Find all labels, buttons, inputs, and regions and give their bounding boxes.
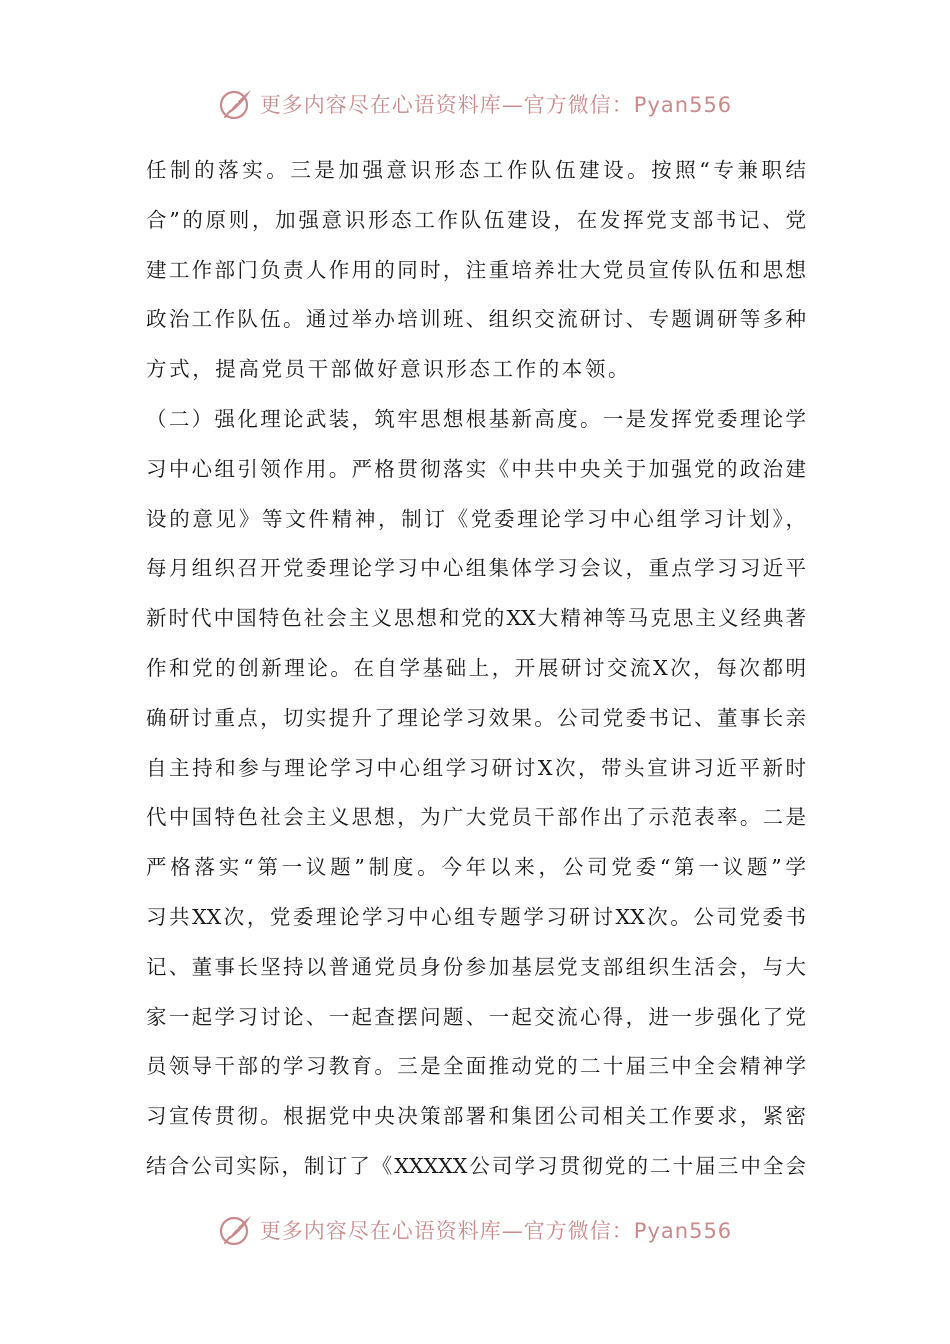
body-line: 结合公司实际，制订了《XXXXX公司学习贯彻党的二十届三中全会 bbox=[146, 1153, 806, 1178]
body-line: 合”的原则，加强意识形态工作队伍建设，在发挥党支部书记、党 bbox=[146, 207, 806, 232]
header-banner bbox=[0, 82, 950, 126]
body-line: 习中心组引领作用。严格贯彻落实《中共中央关于加强党的政治建 bbox=[146, 456, 806, 481]
body-line: 设的意见》等文件精神，制订《党委理论学习中心组学习计划》， bbox=[146, 506, 806, 531]
body-line: 自主持和参与理论学习中心组学习研讨X次，带头宣讲习近平新时 bbox=[146, 755, 806, 780]
body-line: 严格落实“第一议题”制度。今年以来，公司党委“第一议题”学 bbox=[146, 855, 806, 880]
body-line: 每月组织召开党委理论学习中心组集体学习会议，重点学习习近平 bbox=[146, 556, 806, 581]
body-line: 新时代中国特色社会主义思想和党的XX大精神等马克思主义经典著 bbox=[146, 606, 806, 631]
banner-text: 更多内容尽在心语资料库—官方微信：Pyan556 bbox=[259, 1219, 733, 1243]
body-line: 习共XX次，党委理论学习中心组专题学习研讨XX次。公司党委书 bbox=[146, 904, 806, 929]
footer-banner bbox=[0, 1208, 950, 1252]
body-line: 习宣传贯彻。根据党中央决策部署和集团公司相关工作要求，紧密 bbox=[146, 1104, 806, 1129]
body-line: 代中国特色社会主义思想，为广大党员干部作出了示范表率。二是 bbox=[146, 805, 806, 830]
body-line: 家一起学习讨论、一起查摆问题、一起交流心得，进一步强化了党 bbox=[146, 1004, 806, 1029]
body-line: 确研讨重点，切实提升了理论学习效果。公司党委书记、董事长亲 bbox=[146, 705, 806, 730]
body-line: 记、董事长坚持以普通党员身份参加基层党支部组织生活会，与大 bbox=[146, 954, 806, 979]
body-line: 作和党的创新理论。在自学基础上，开展研讨交流X次，每次都明 bbox=[146, 655, 806, 680]
body-line: 政治工作队伍。通过举办培训班、组织交流研讨、专题调研等多种 bbox=[146, 307, 806, 332]
quill-logo-icon bbox=[218, 86, 254, 122]
body-line: 方式，提高党员干部做好意识形态工作的本领。 bbox=[146, 357, 632, 382]
banner-text: 更多内容尽在心语资料库—官方微信：Pyan556 bbox=[259, 93, 733, 117]
quill-logo-icon bbox=[218, 1212, 254, 1248]
body-line: 员领导干部的学习教育。三是全面推动党的二十届三中全会精神学 bbox=[146, 1054, 806, 1079]
body-line: （二）强化理论武装，筑牢思想根基新高度。一是发挥党委理论学 bbox=[146, 406, 806, 431]
body-line: 建工作部门负责人作用的同时，注重培养壮大党员宣传队伍和思想 bbox=[146, 257, 806, 282]
document-body bbox=[146, 146, 806, 1192]
body-line: 任制的落实。三是加强意识形态工作队伍建设。按照“专兼职结 bbox=[146, 158, 806, 182]
